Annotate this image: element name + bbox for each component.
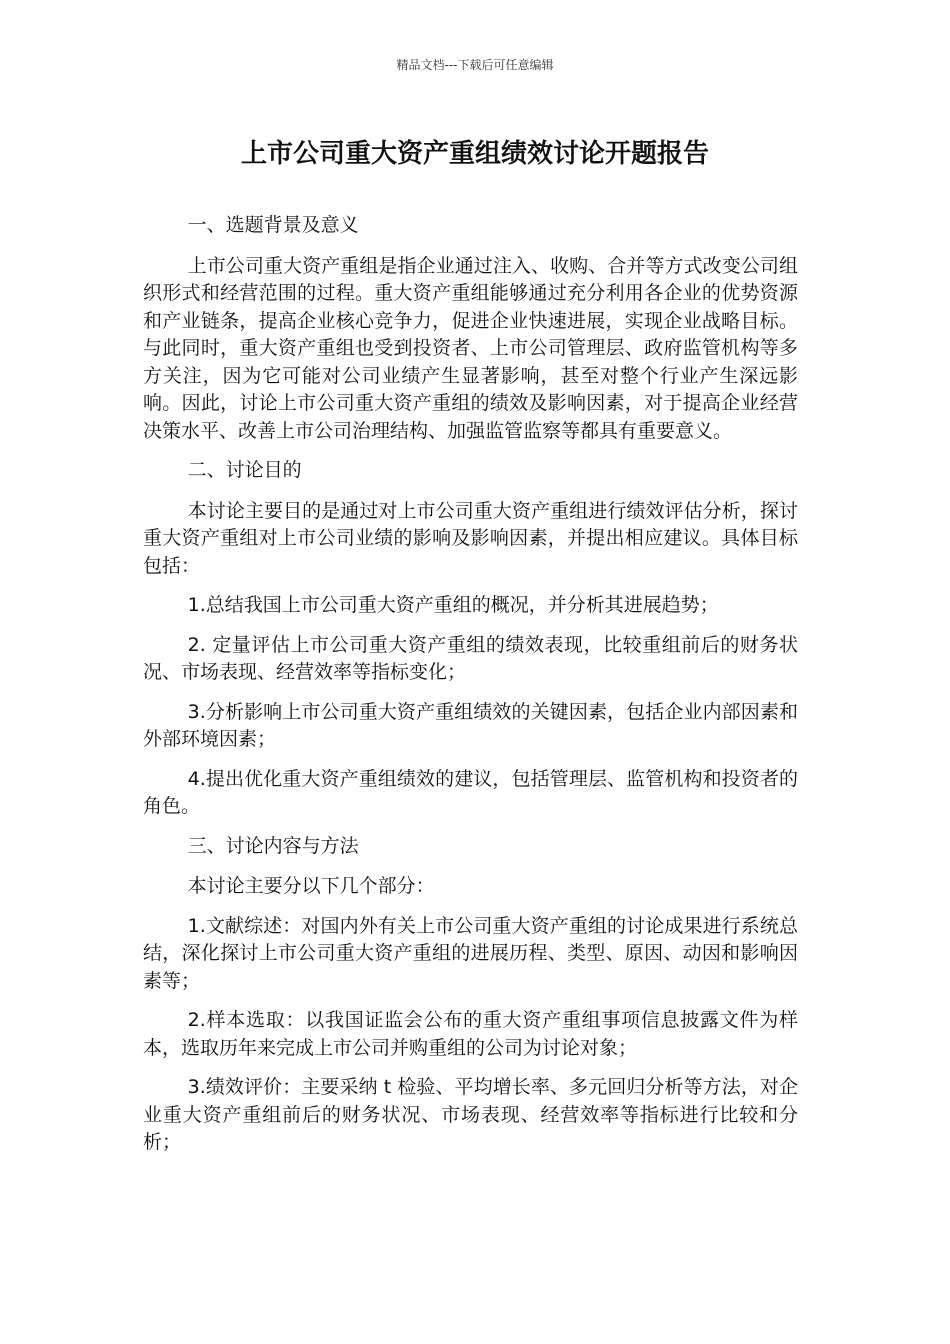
page-header-watermark: 精品文档---下载后可任意编辑 [396,58,554,72]
section-heading-content-method: 三、讨论内容与方法 [187,834,359,857]
paragraph-background: 上市公司重大资产重组是指企业通过注入、收购、合并等方式改变公司组织形式和经营范围的过程。重大资产重组能够通过充分利用各企业的优势资源和产业链条，提高企业核心竞争力，促进企业快速进展，实现企业战略目标。与此同时，重大资产重组也受到投资者、上市公司管理层、政府监管机构等多方关注，因为它可能对公司业绩产生显著影响，甚至对整个行业产生深远影响。因此，讨论上市公司重大资产重组的绩效及影响因素，对于提高企业经营决策水平、改善上市公司治理结构、加强监管监察等都具有重要意义。 [143,254,798,442]
list-item-content-2: 2.样本选取：以我国证监会公布的重大资产重组事项信息披露文件为样本，选取历年来完成上市公司并购重组的公司为讨论对象； [143,1009,798,1059]
section-heading-background: 一、选题背景及意义 [187,214,359,236]
paragraph-content-intro: 本讨论主要分以下几个部分： [187,875,435,897]
document-body [143,212,798,1169]
list-item-content-3: 3.绩效评价：主要采纳 t 检验、平均增长率、多元回归分析等方法，对企业重大资产重组前后的财务状况、市场表现、经营效率等指标进行比较和分析； [143,1076,798,1153]
document-title: 上市公司重大资产重组绩效讨论开题报告 [240,139,709,169]
list-item-purpose-2: 2. 定量评估上市公司重大资产重组的绩效表现，比较重组前后的财务状况、市场表现、经营效率等指标变化； [143,633,798,683]
list-item-content-1: 1.文献综述：对国内外有关上市公司重大资产重组的讨论成果进行系统总结，深化探讨上市公司重大资产重组的进展历程、类型、原因、动因和影响因素等； [143,914,798,992]
paragraph-purpose-intro: 本讨论主要目的是通过对上市公司重大资产重组进行绩效评估分析，探讨重大资产重组对上市公司业绩的影响及影响因素，并提出相应建议。具体目标包括： [143,499,798,577]
list-item-purpose-1: 1.总结我国上市公司重大资产重组的概况，并分析其进展趋势； [187,594,719,616]
section-heading-purpose: 二、讨论目的 [187,459,302,481]
list-item-purpose-4: 4.提出优化重大资产重组绩效的建议，包括管理层、监管机构和投资者的角色。 [143,767,798,817]
list-item-purpose-3: 3.分析影响上市公司重大资产重组绩效的关键因素，包括企业内部因素和外部环境因素； [143,700,798,750]
